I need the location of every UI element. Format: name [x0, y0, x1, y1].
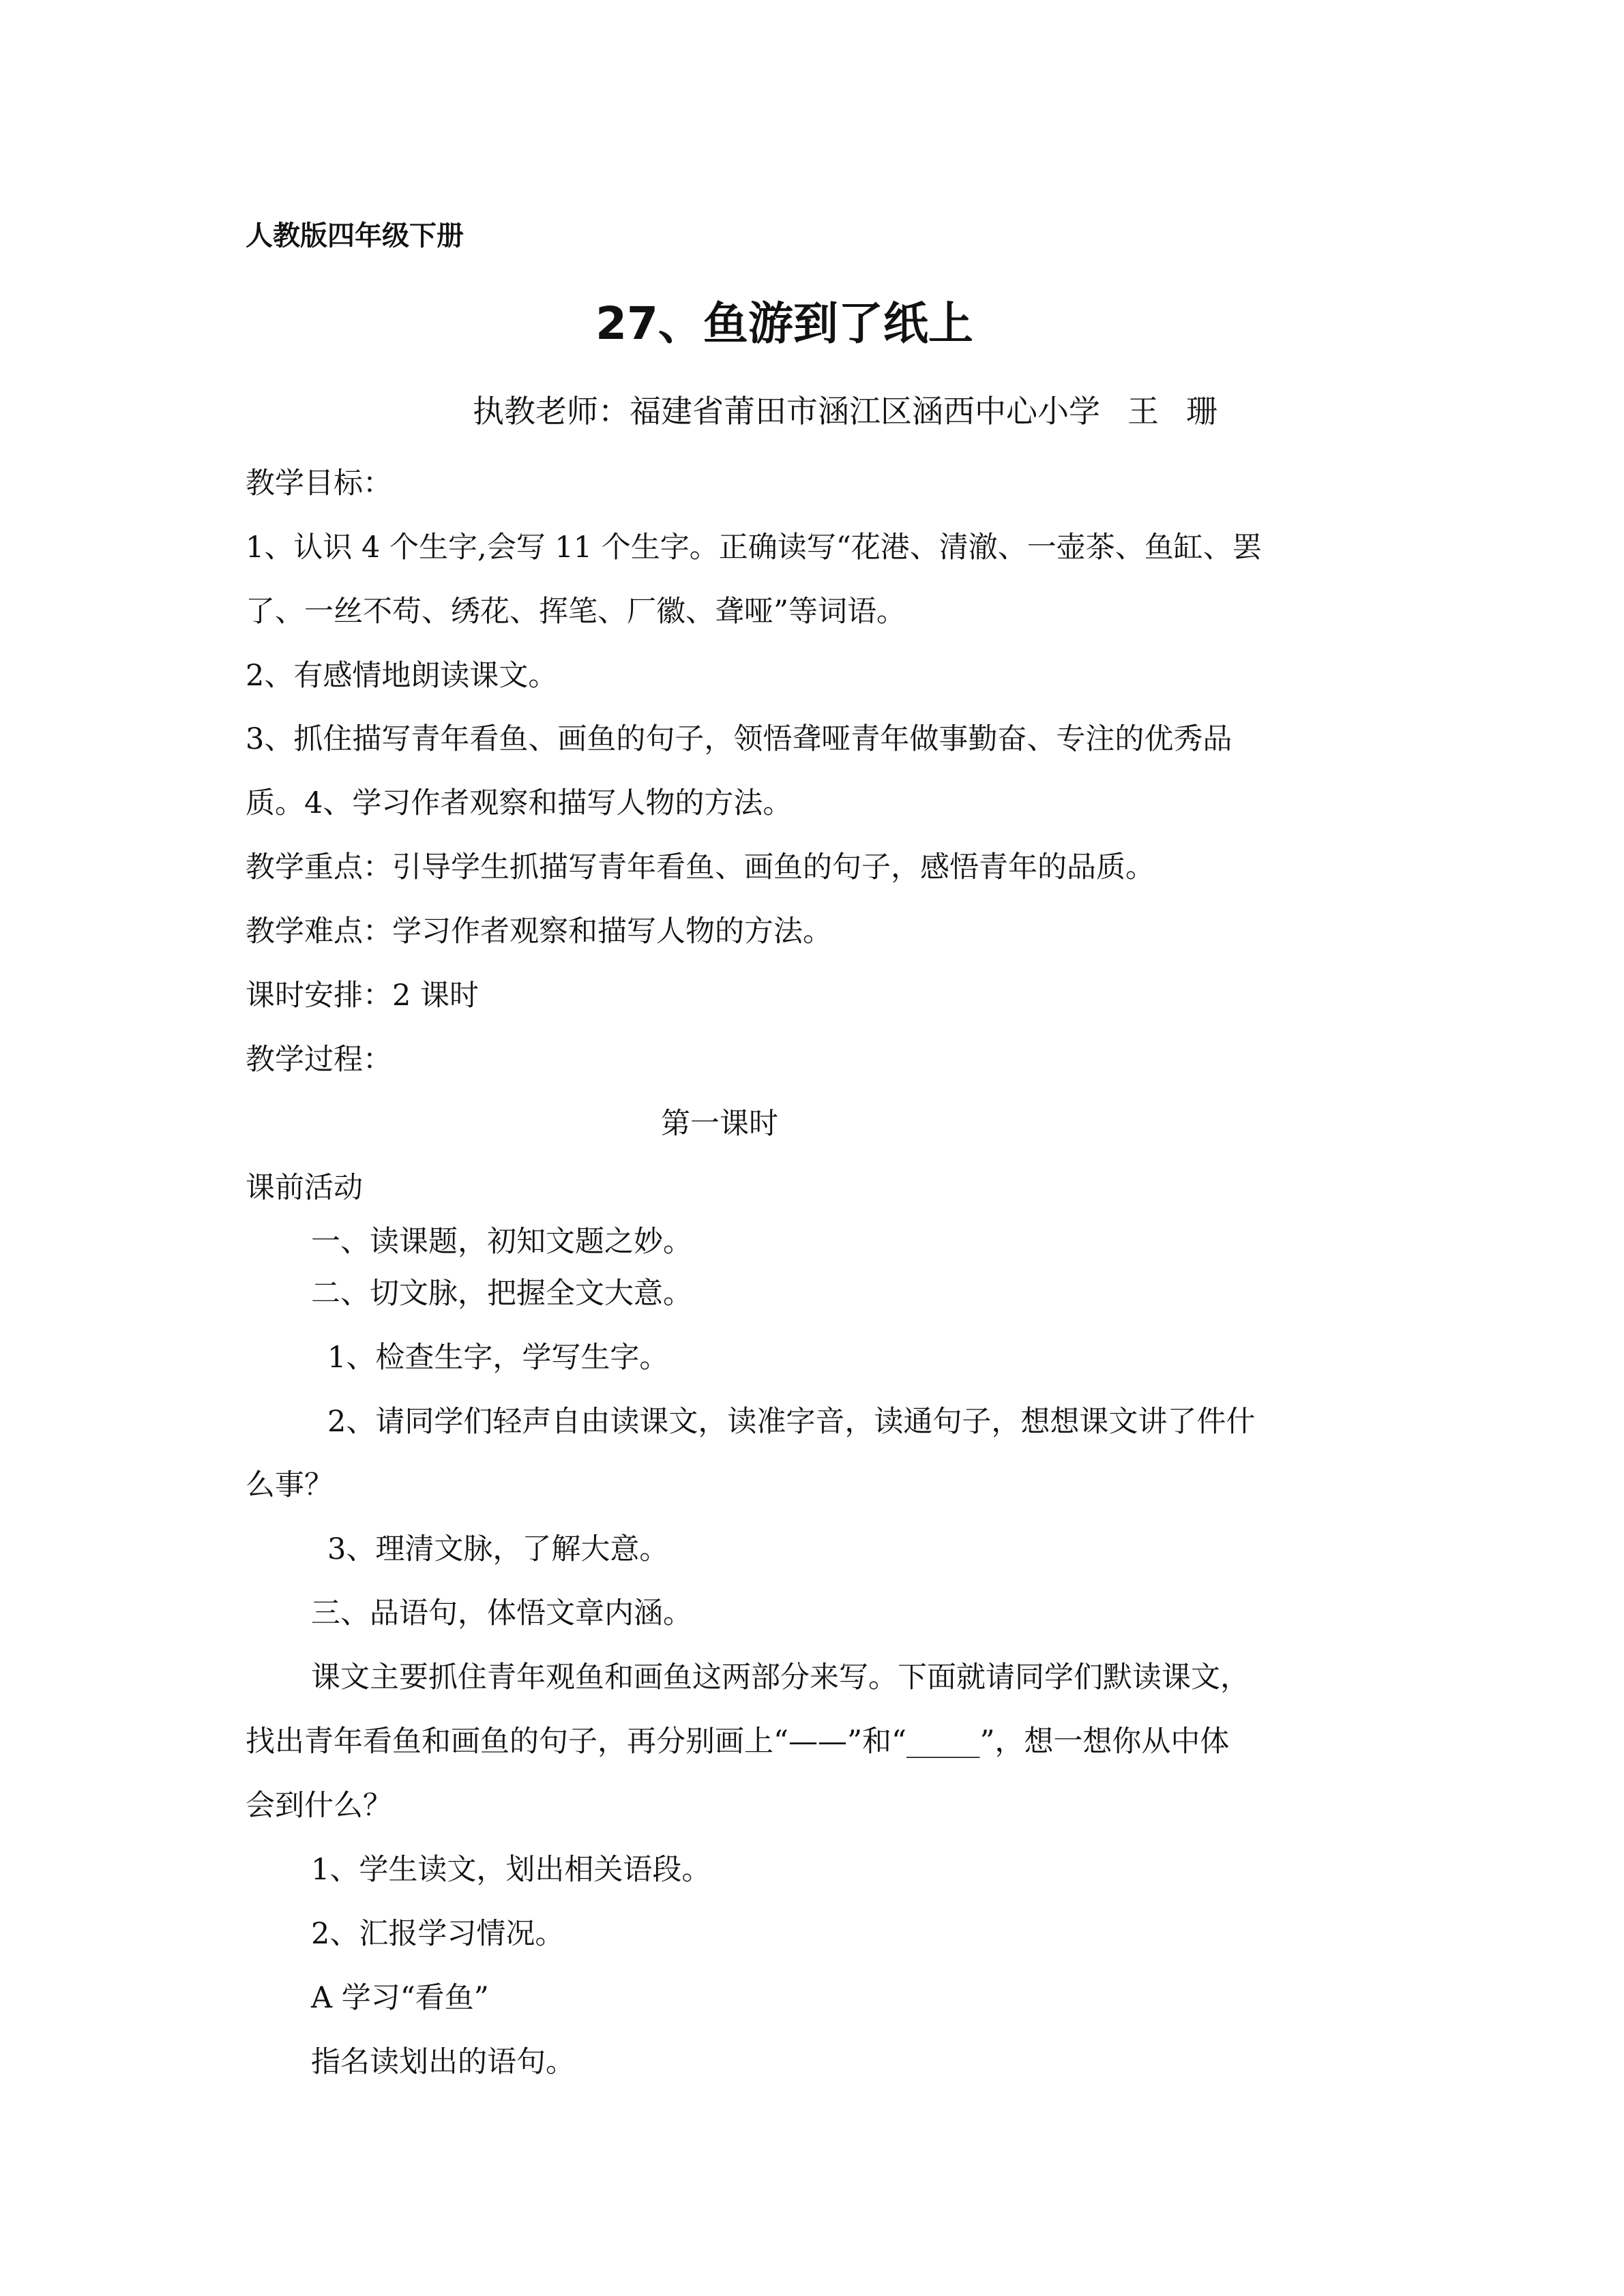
goals-heading: 教学目标：: [246, 466, 392, 501]
study-a: A 学习“看鱼”: [311, 1981, 489, 2015]
teacher-name-1: 王: [1127, 393, 1159, 430]
item-2: 2、汇报学习情况。: [311, 1917, 565, 1951]
difficulty: 教学难点：学习作者观察和描写人物的方法。: [246, 914, 832, 949]
step-2-1: 1、检查生字，学写生字。: [327, 1341, 669, 1375]
lesson-title: 27、鱼游到了纸上: [595, 297, 973, 350]
teacher-name-2: 珊: [1186, 393, 1217, 430]
step-2-3: 3、理清文脉，了解大意。: [327, 1532, 669, 1566]
edition-label: 人教版四年级下册: [246, 220, 464, 252]
paragraph-b: 找出青年看鱼和画鱼的句子，再分别画上“——”和“_____”，想一想你从中体: [246, 1725, 1230, 1759]
goal-2: 2、有感情地朗读课文。: [246, 659, 558, 693]
process-heading: 教学过程：: [246, 1043, 392, 1077]
step-3: 三、品语句，体悟文章内涵。: [311, 1596, 692, 1630]
step-2-2a: 2、请同学们轻声自由读课文，读准字音，读通句子，想想课文讲了件什: [327, 1405, 1256, 1439]
goal-3b: 质。4、学习作者观察和描写人物的方法。: [246, 786, 793, 820]
goal-1b: 了、一丝不苟、绣花、挥笔、厂徽、聋哑”等词语。: [246, 595, 906, 629]
step-2: 二、切文脉，把握全文大意。: [311, 1277, 692, 1311]
teacher-line: [473, 393, 1217, 430]
step-2-2b: 么事？: [246, 1468, 334, 1502]
paragraph-a: 课文主要抓住青年观鱼和画鱼这两部分来写。下面就请同学们默读课文，: [311, 1660, 1250, 1695]
lesson1-heading: 第一课时: [661, 1107, 778, 1141]
pre-class: 课前活动: [246, 1171, 363, 1205]
read-aloud: 指名读划出的语句。: [311, 2045, 575, 2079]
schedule: 课时安排：2 课时: [246, 979, 479, 1013]
item-1: 1、学生读文，划出相关语段。: [311, 1853, 711, 1887]
paragraph-c: 会到什么？: [246, 1789, 392, 1823]
teacher-label: 执教老师：福建省莆田市涵江区涵西中心小学: [473, 393, 1100, 430]
goal-3a: 3、抓住描写青年看鱼、画鱼的句子，领悟聋哑青年做事勤奋、专注的优秀品: [246, 722, 1232, 756]
goal-1a: 1、认识 4 个生字,会写 11 个生字。正确读写“花港、清澈、一壶茶、鱼缸、罢: [246, 531, 1262, 565]
step-1: 一、读课题，初知文题之妙。: [311, 1225, 692, 1259]
key-point: 教学重点：引导学生抓描写青年看鱼、画鱼的句子，感悟青年的品质。: [246, 850, 1155, 884]
